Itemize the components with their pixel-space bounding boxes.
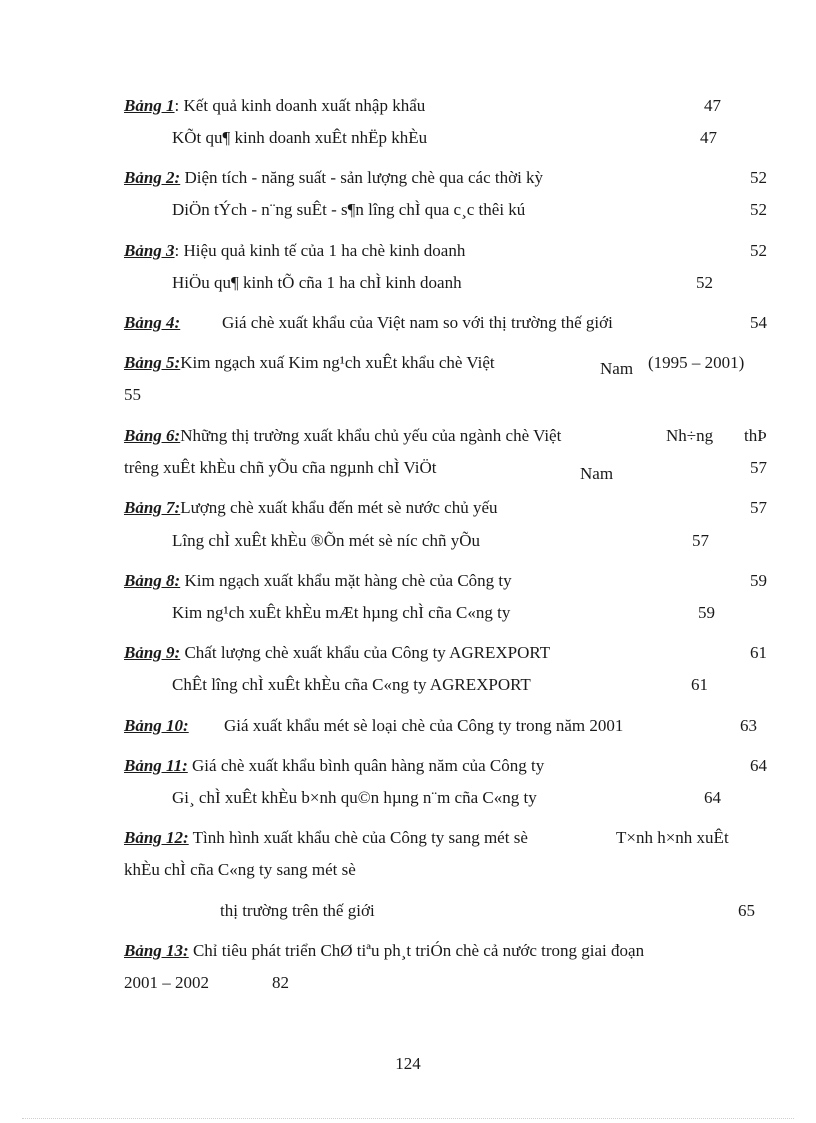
entry-label: Bảng 5: (124, 353, 181, 372)
toc-entry-4 (124, 311, 770, 335)
entry-title: Tình hình xuất khẩu chè của Công ty sang mét sè (188, 828, 528, 847)
entry-alt-title: ChÊt lîng chÌ xuÊt khÈu cña C«ng ty AGREXPORT (172, 675, 531, 694)
toc-entry-12-cont (124, 858, 770, 882)
entry-title: : Hiệu quả kinh tế của 1 ha chè kinh doanh (174, 241, 466, 260)
entry-nam: Nam (580, 464, 614, 483)
entry-cont: khÈu chÌ cña C«ng ty sang mét sè (124, 860, 356, 879)
toc-entry-1 (124, 94, 770, 118)
entry-page: 55 (124, 385, 141, 404)
entry-page: 61 (750, 643, 767, 662)
entry-label: Bảng 12: (124, 828, 189, 847)
toc-entry-1-alt (172, 126, 770, 150)
toc-entry-8-alt (172, 601, 770, 625)
entry-alt-title: HiÖu qu¶ kinh tÕ cña 1 ha chÌ kinh doanh (172, 273, 462, 292)
toc-entry-2-alt (172, 198, 770, 222)
entry-extra: T×nh h×nh xuÊt (616, 828, 729, 847)
entry-page: 52 (750, 168, 767, 187)
entry-title: : Kết quả kinh doanh xuất nhập khẩu (174, 96, 426, 115)
entry-years: (1995 – 2001) (648, 353, 745, 372)
entry-nam: Nam (600, 359, 634, 378)
toc-entry-13-cont (124, 971, 770, 995)
entry-page: 57 (750, 458, 767, 477)
entry-alt-page: 52 (750, 200, 767, 219)
toc-entry-13 (124, 939, 770, 963)
entry-title: Chất lượng chè xuất khẩu của Công ty AGREXPORT (180, 643, 551, 662)
toc-entry-6 (124, 424, 770, 448)
entry-label: Bảng 13: (124, 941, 189, 960)
entry-label: Bảng 7: (124, 498, 181, 517)
entry-label: Bảng 1 (124, 96, 175, 115)
entry-page: 59 (750, 571, 767, 590)
entry-alt-title: DiÖn tÝch - n¨ng suÊt - s¶n lîng chÌ qua c¸c thêi kú (172, 200, 526, 219)
entry-title: Diện tích - năng suất - sản lượng chè qua các thời kỳ (180, 168, 544, 187)
toc-entry-12-cont2 (220, 899, 770, 923)
entry-alt-page: 57 (692, 531, 709, 550)
toc-entry-9 (124, 641, 770, 665)
entry-title: Giá xuất khẩu mét sè loại chè của Công ty trong năm 2001 (224, 716, 624, 735)
entry-label: Bảng 8: (124, 571, 181, 590)
toc-entry-7 (124, 496, 770, 520)
entry-label: Bảng 6: (124, 426, 181, 445)
page-number: 124 (395, 1054, 421, 1073)
entry-alt-title: Lîng chÌ xuÊt khÈu ®Õn mét sè níc chñ yÕu (172, 531, 480, 550)
entry-label: Bảng 4: (124, 313, 181, 332)
entry-label: Bảng 10: (124, 716, 189, 735)
toc-entry-2 (124, 166, 770, 190)
entry-title: Những thị trường xuất khẩu chủ yếu của ngành chè Việt (180, 426, 562, 445)
entry-page: 65 (738, 901, 755, 920)
toc-entry-10 (124, 714, 770, 738)
toc-entry-11 (124, 754, 770, 778)
entry-page: 47 (704, 96, 721, 115)
entry-label: Bảng 3 (124, 241, 175, 260)
entry-page: 52 (750, 241, 767, 260)
toc-entry-9-alt (172, 673, 770, 697)
entry-page: 57 (750, 498, 767, 517)
entry-extra: Nh÷ng (666, 426, 714, 445)
entry-alt-title: Kim ng¹ch xuÊt khÈu mÆt hµng chÌ cña C«ng ty (172, 603, 511, 622)
entry-alt-title: KÕt qu¶ kinh doanh xuÊt nhËp khÈu (172, 128, 428, 147)
entry-page: 82 (272, 973, 289, 992)
toc-entry-5-wrap (124, 383, 770, 407)
entry-title: Kim ngạch xuất khẩu mặt hàng chè của Công ty (180, 571, 512, 590)
entry-label: Bảng 9: (124, 643, 181, 662)
entry-cont: 2001 – 2002 (124, 973, 209, 992)
entry-label: Bảng 11: (124, 756, 188, 775)
toc-entry-5 (124, 351, 770, 378)
entry-title: Lượng chè xuất khẩu đến mét sè nước chủ yếu (180, 498, 498, 517)
entry-page: 64 (750, 756, 767, 775)
toc-entry-7-alt (172, 529, 770, 553)
entry-label: Bảng 2: (124, 168, 181, 187)
entry-alt-page: 47 (700, 128, 717, 147)
entry-cont: trêng xuÊt khÈu chñ yÕu cña ngµnh chÌ ViÖt (124, 458, 437, 477)
entry-title: Chỉ tiêu phát triển ChØ tiªu ph¸t triÓn chè cả nước trong giai đoạn (188, 941, 645, 960)
toc-entry-3-alt (172, 271, 770, 295)
entry-page: 63 (740, 716, 757, 735)
entry-alt-page: 61 (691, 675, 708, 694)
entry-cont: thị trường trên thế giới (220, 901, 375, 920)
toc-entry-6-cont (124, 456, 770, 483)
entry-page: 54 (750, 313, 767, 332)
entry-extra: thÞ (744, 426, 767, 445)
entry-title: Giá chè xuất khẩu bình quân hàng năm của Công ty (187, 756, 545, 775)
page-edge-divider (22, 1118, 794, 1119)
toc-entry-3 (124, 239, 770, 263)
toc-entry-12 (124, 826, 770, 850)
entry-alt-page: 64 (704, 788, 721, 807)
entry-alt-page: 59 (698, 603, 715, 622)
toc-entry-8 (124, 569, 770, 593)
entry-alt-page: 52 (696, 273, 713, 292)
toc-entry-11-alt (172, 786, 770, 810)
entry-alt-title: Gi¸ chÌ xuÊt khÈu b×nh qu©n hµng n¨m cña C«ng ty (172, 788, 537, 807)
entry-title: Kim ngạch xuấ Kim ng¹ch xuÊt khẩu chè Việt (180, 353, 495, 372)
entry-title: Giá chè xuất khẩu của Việt nam so với thị trường thế giới (222, 313, 613, 332)
